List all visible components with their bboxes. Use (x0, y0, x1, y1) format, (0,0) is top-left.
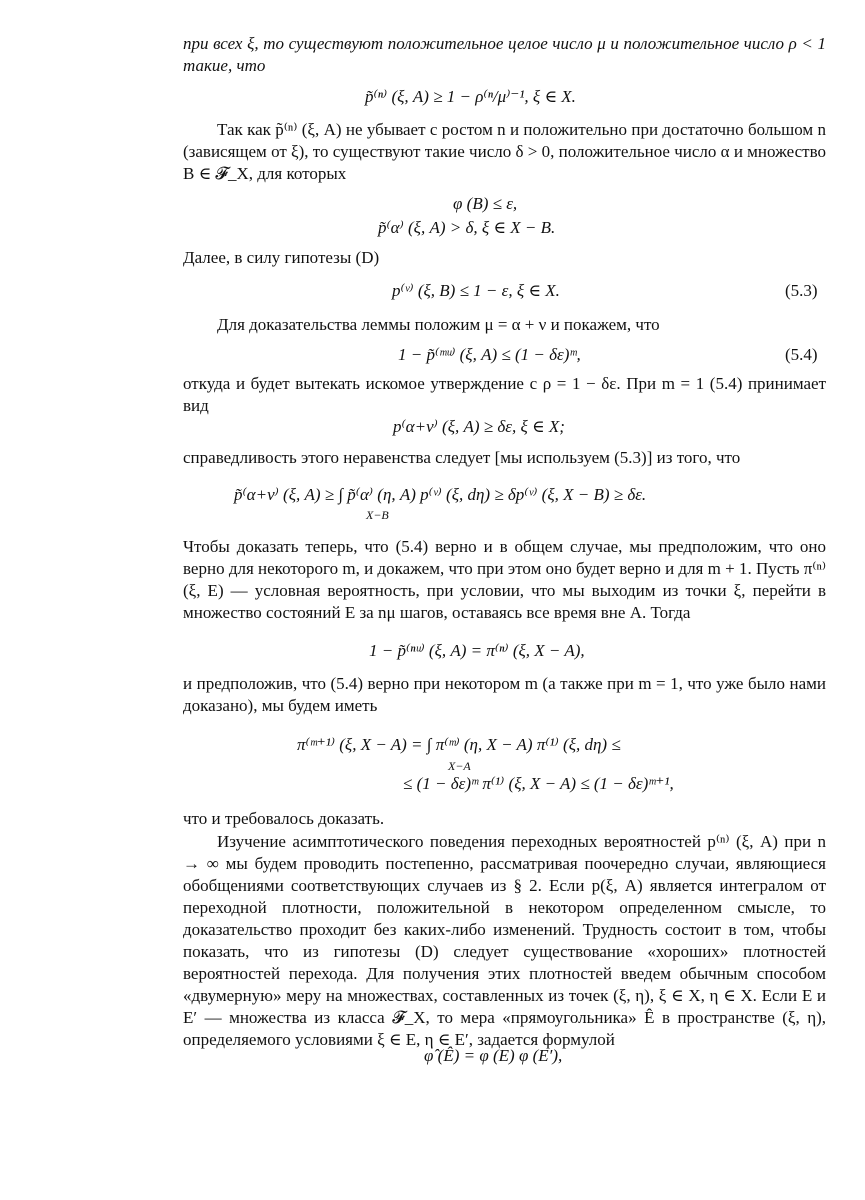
paragraph-proof: Для доказательства леммы положим μ = α + ν и покажем, что (217, 315, 660, 334)
paragraph-validity: справедливость этого неравенства следует [мы используем (5.3)] из того, что (183, 448, 741, 467)
formula-intro: p̃⁽ⁿ⁾ (ξ, A) ≥ 1 − ρ⁽ⁿ/μ⁾⁻¹, ξ ∈ X. (365, 87, 576, 106)
formula-5-3: p⁽ᵛ⁾ (ξ, B) ≤ 1 − ε, ξ ∈ X. (392, 281, 560, 300)
paragraph-required: что и требовалось доказать. (183, 809, 385, 828)
paragraph-whence: откуда и будет вытекать искомое утверждение с ρ = 1 − δε. При m = 1 (5.4) принимает вид (183, 374, 826, 415)
equation-tag-5-3: (5.3) (785, 281, 818, 300)
paragraph-assume: и предположив, что (5.4) верно при некотором m (а также при m = 1, что уже было нами доказано), мы будем иметь (183, 674, 826, 715)
formula-integral-1: p̃⁽α+ν⁾ (ξ, A) ≥ ∫ p̃⁽α⁾ (η, A) p⁽ᵛ⁾ (ξ, dη) ≥ δp⁽ᵛ⁾ (ξ, X − B) ≥ δε. (234, 485, 647, 504)
formula-phi-b: φ (B) ≤ ε, (453, 194, 518, 213)
formula-pi-recursion-2: ≤ (1 − δε)ᵐ π⁽¹⁾ (ξ, X − A) ≤ (1 − δε)ᵐ⁺¹, (403, 774, 674, 793)
formula-pi-recursion-1: π⁽ᵐ⁺¹⁾ (ξ, X − A) = ∫ π⁽ᵐ⁾ (η, X − A) π⁽¹⁾ (ξ, dη) ≤ (297, 735, 621, 754)
intro-paragraph: при всех ξ, то существуют положительное целое число μ и положительное число ρ < 1 такие, что (183, 34, 826, 75)
paragraph-study: Изучение асимптотического поведения переходных вероятностей p⁽ⁿ⁾ (ξ, A) при n → ∞ мы будем проводить постепенно, рассматривая поочередно случаи, являющиеся обобщениями соответствующих случаев из § 2. Если p(ξ, A) является интегралом от переходной плотности, положительной в некотором определенном смысле, то доказательство проходит без каких-либо изменений. Трудность состоит в том, чтобы показать, что из гипотезы (D) следует существование «хороших» плотностей вероятностей перехода. Для получения этих плотностей введем обычным способом «двумерную» меру на множествах, составленных из точек (ξ, η), ξ ∈ X, η ∈ X. Если E и E′ — множества из класса 𝓕_X, то мера «прямоугольника» Ê в пространстве (ξ, η), определяемого условиями ξ ∈ E, η ∈ E′, задается формулой (183, 832, 826, 1049)
equation-tag-5-4: (5.4) (785, 345, 818, 364)
paragraph-induction: Чтобы доказать теперь, что (5.4) верно и в общем случае, мы предположим, что оно верно для некоторого m, и докажем, что при этом оно будет верно и для m + 1. Пусть π⁽ⁿ⁾ (ξ, E) — условная вероятность, при условии, что мы выходим из точки ξ, перейти в множество состояний E за nμ шагов, оставаясь все время вне A. Тогда (183, 537, 826, 622)
paragraph-further: Далее, в силу гипотезы (D) (183, 248, 380, 267)
integral-1-limit: X−B (366, 508, 389, 522)
integral-2-limit: X−A (448, 759, 471, 773)
formula-final: φ̂ (Ê) = φ (E) φ (E′), (424, 1046, 563, 1065)
formula-pi: 1 − p̃⁽ⁿᵘ⁾ (ξ, A) = π⁽ⁿ⁾ (ξ, X − A), (369, 641, 585, 660)
formula-5-4: 1 − p̃⁽ᵐᵘ⁾ (ξ, A) ≤ (1 − δε)ᵐ, (398, 345, 581, 364)
formula-alpha: p̃⁽α⁾ (ξ, A) > δ, ξ ∈ X − B. (378, 218, 556, 237)
formula-m1: p⁽α+ν⁾ (ξ, A) ≥ δε, ξ ∈ X; (393, 417, 565, 436)
paragraph-since: Так как p̃⁽ⁿ⁾ (ξ, A) не убывает с ростом n и положительно при достаточно большом n (зависящем от ξ), то существуют такие число δ > 0, положительное число α и множество B ∈ 𝓕_X, для которых (183, 120, 826, 183)
